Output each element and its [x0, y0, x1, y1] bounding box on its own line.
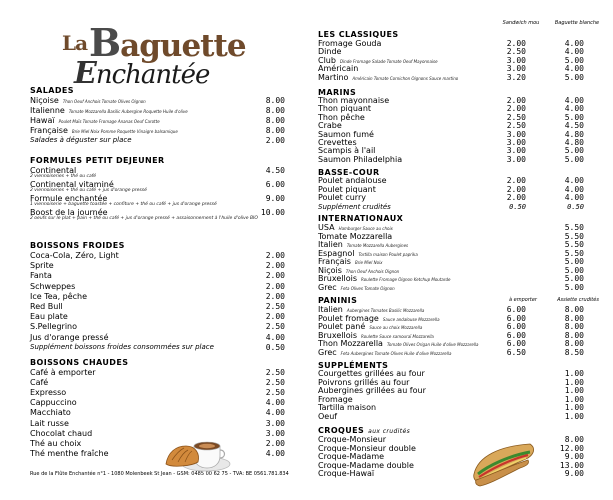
- item-price-sandwich: 6.00: [506, 330, 526, 340]
- extra-price-baguette: 0.50: [567, 202, 584, 211]
- item-price: 5.50: [564, 223, 584, 232]
- item-price: 4.00: [265, 398, 285, 408]
- item-name: [30, 271, 52, 280]
- item-name-text: Croque-Hawaï: [318, 469, 375, 479]
- item-name: [318, 155, 402, 164]
- menu-item-row: [30, 312, 285, 321]
- item-note: 2 viennoiseries + thé ou café: [30, 174, 97, 179]
- menu-item-row: [30, 251, 285, 260]
- item-price: 8.00: [564, 435, 584, 444]
- item-note: 2 viennoiseries + thé ou café + jus d'orange pressé: [30, 188, 147, 193]
- item-name: [30, 106, 188, 116]
- item-name: [30, 368, 96, 377]
- menu-item-row: [30, 322, 285, 331]
- item-description: Sauce andalouse Mozzarella: [382, 316, 440, 322]
- item-name-text: Café: [30, 378, 49, 388]
- section-title-supplements: SUPPLÉMENTS: [318, 361, 389, 370]
- item-name-text: Formule enchantée: [30, 194, 108, 203]
- menu-item-row: [30, 271, 285, 280]
- menu-item-row: [30, 261, 285, 270]
- item-description: Brie Miel Noix: [354, 260, 383, 265]
- item-price-sandwich: 2.00: [506, 104, 526, 114]
- item-name-text: Sprite: [30, 261, 54, 271]
- item-name-text: Cappuccino: [30, 398, 77, 408]
- item-name-text: Poulet andalouse: [318, 176, 387, 185]
- section-title-paninis: PANINIS: [318, 296, 358, 305]
- menu-item-row: [30, 282, 285, 291]
- item-price-baguette: 8.00: [564, 313, 584, 323]
- item-name-text: Saumon fumé: [318, 129, 374, 139]
- item-price-sandwich: 6.00: [506, 322, 526, 332]
- item-name: [30, 302, 63, 311]
- item-price-baguette: 5.00: [564, 154, 584, 164]
- extra-name: Supplément crudités: [318, 202, 391, 211]
- item-name-text: Espagnol: [318, 248, 355, 258]
- item-price: 6.00: [265, 180, 285, 189]
- item-name: [318, 412, 337, 421]
- item-price: 1.00: [564, 412, 584, 421]
- item-price: 1.00: [564, 403, 584, 413]
- item-price-sandwich: 3.00: [506, 55, 526, 65]
- menu-item-row: [318, 283, 598, 292]
- item-name-text: Grec: [318, 282, 337, 292]
- item-description: Brie Miel Noix Pomme Roquette Vinaigre balsamique: [71, 129, 178, 134]
- item-name: [318, 73, 458, 83]
- item-name-text: Grec: [318, 348, 337, 357]
- section-title-formules: FORMULES PETIT DEJEUNER: [30, 156, 165, 165]
- item-name-text: Poulet pané: [318, 322, 366, 332]
- item-name: [30, 322, 77, 331]
- item-price: 10.00: [260, 208, 285, 217]
- item-description: Tomate Mozzarella Basilic Aubergine Roquette Huile d'olive: [68, 109, 188, 114]
- extra-name: Supplément boissons froides consommées sur place: [30, 342, 214, 351]
- extra-price: 0.50: [265, 342, 285, 352]
- item-name-text: Fromage: [318, 394, 353, 404]
- item-price-sandwich: 2.00: [506, 193, 526, 203]
- item-name-text: Aubergines grillées au four: [318, 386, 426, 396]
- item-price-sandwich: 3.00: [506, 64, 526, 74]
- item-name: [30, 312, 68, 321]
- item-name: [30, 292, 87, 301]
- item-price-baguette: 8.00: [564, 339, 584, 349]
- item-price-baguette: 4.00: [564, 193, 584, 203]
- item-name-text: Niçoise: [30, 96, 59, 105]
- item-price-baguette: 4.00: [564, 176, 584, 185]
- item-price: 9.00: [265, 194, 285, 203]
- item-name-text: Croque-Madame double: [318, 460, 414, 470]
- item-price-sandwich: 2.50: [506, 121, 526, 131]
- item-description: Thon Oeuf Anchois Oignon: [345, 268, 400, 274]
- item-description: Tomate Olives Origan Huile d'olive Mozzarella: [386, 342, 479, 348]
- item-price: 9.00: [564, 452, 584, 462]
- item-name: [30, 126, 178, 136]
- item-description: Américain Tomate Cornichon Oignons Sauce martino: [352, 75, 459, 81]
- menu-item-row: [318, 412, 598, 421]
- item-name-text: Oeuf: [318, 412, 338, 421]
- item-price: 2.00: [265, 281, 285, 291]
- item-price-baguette: 4.50: [564, 121, 584, 131]
- item-price-sandwich: 6.00: [506, 339, 526, 349]
- item-name-text: Italien: [318, 305, 343, 314]
- item-name-text: Croque-Monsieur: [318, 435, 387, 444]
- item-price: 4.00: [265, 332, 285, 342]
- item-name-text: Scampis à l'ail: [318, 146, 376, 156]
- menu-extra-row: [30, 136, 285, 145]
- menu-item-row: [30, 106, 285, 115]
- item-price-baguette: 5.00: [564, 72, 584, 82]
- item-description: Feta Aubergines Tomate Olives Huile d'olive Mozzarella: [340, 351, 452, 356]
- item-price-baguette: 8.50: [564, 348, 584, 357]
- item-name-text: Saumon Philadelphia: [318, 154, 403, 164]
- item-price: 4.50: [265, 166, 285, 175]
- item-price-sandwich: 2.00: [506, 96, 526, 105]
- menu-item-row: [30, 398, 285, 407]
- item-price-baguette: 4.00: [564, 47, 584, 57]
- item-name: [30, 116, 160, 126]
- menu-item-row: [30, 388, 285, 397]
- menu-item-row: [30, 302, 285, 311]
- item-name-text: Tartilla maison: [318, 403, 377, 413]
- item-name-text: Français: [318, 257, 351, 266]
- menu-item-row: [30, 408, 285, 417]
- item-price: 2.50: [265, 322, 285, 332]
- item-price-sandwich: 3.20: [506, 72, 526, 82]
- item-name-text: Italienne: [30, 106, 65, 115]
- item-note: 2 oeufs sur le plat + pain + thé ou café + jus d'orange pressé + assaisonnement à l'huile d'olive BIO: [30, 216, 258, 221]
- item-price: 4.00: [265, 448, 285, 458]
- item-description: Poulet Maïs Tomate Fromage Ananas Oeuf Carotte: [58, 119, 160, 124]
- item-price: 2.50: [265, 388, 285, 398]
- menu-item-row: [30, 368, 285, 377]
- item-price: 1.00: [564, 369, 584, 378]
- item-description: Tortilla maison Poulet paprika: [358, 251, 418, 257]
- item-name: [30, 282, 75, 291]
- item-price: 1.00: [564, 394, 584, 404]
- item-name-text: Poivrons grillés au four: [318, 377, 410, 387]
- item-name-text: Ice Tea, pêche: [30, 291, 88, 301]
- item-description: Roulette Fromage Oignon Ketchup Moutarde: [361, 277, 451, 282]
- item-name-text: Poulet fromage: [318, 313, 379, 323]
- item-price: 2.00: [265, 261, 285, 271]
- item-name-text: Hawaï: [30, 116, 55, 125]
- item-price: 2.50: [265, 378, 285, 388]
- item-name: [318, 193, 366, 202]
- item-name-text: Tomate Mozzarella: [318, 231, 393, 241]
- menu-item-row: [30, 292, 285, 301]
- item-description: Aubergines Tomates Basilic Mozzarella: [346, 308, 425, 313]
- item-price-sandwich: 6.50: [506, 348, 526, 357]
- item-description: Feta Olives Tomate Oignon: [340, 285, 395, 291]
- section-title-boissons-froides: BOISSONS FROIDES: [30, 241, 125, 250]
- item-price: 2.00: [265, 271, 285, 281]
- item-price: 12.00: [559, 443, 584, 453]
- header-assiette-crudites: Assiette crudités: [557, 297, 599, 303]
- item-price: 5.50: [564, 231, 584, 241]
- logo-line-2: Enchantée: [74, 56, 210, 91]
- item-name-text: Martino: [318, 72, 349, 82]
- item-price: 5.00: [564, 282, 584, 292]
- item-name-text: Fromage Gouda: [318, 39, 382, 48]
- item-name-text: Crabe: [318, 121, 342, 131]
- item-name-text: Bruxellois: [318, 274, 357, 283]
- item-price-baguette: 4.00: [564, 184, 584, 194]
- extra-price-sandwich: 0.50: [509, 202, 526, 211]
- menu-item-row: [30, 419, 285, 428]
- item-price: 2.50: [265, 302, 285, 311]
- item-name-text: Expresso: [30, 388, 67, 398]
- item-name: [30, 419, 69, 428]
- item-name: [30, 429, 92, 438]
- menu-item-row: [30, 126, 285, 135]
- item-price-sandwich: 3.00: [506, 138, 526, 147]
- extra-price: 2.00: [265, 136, 285, 145]
- header-a-emporter: à emporter: [509, 297, 537, 303]
- item-price: 9.00: [564, 469, 584, 479]
- item-name-text: Continental vitaminé: [30, 180, 114, 189]
- item-price-sandwich: 2.50: [506, 112, 526, 122]
- item-price: 8.00: [265, 126, 285, 135]
- item-price: 5.50: [564, 248, 584, 258]
- item-price-baguette: 4.00: [564, 104, 584, 114]
- item-name-text: Thon piquant: [318, 104, 372, 114]
- item-price-baguette: 5.00: [564, 112, 584, 122]
- right-column: [318, 0, 598, 500]
- item-price-baguette: 5.00: [564, 55, 584, 65]
- item-name-text: Macchiato: [30, 408, 71, 418]
- item-price: 8.00: [265, 116, 285, 125]
- item-price-sandwich: 6.00: [506, 305, 526, 314]
- coffee-croissant-illustration: [160, 420, 232, 480]
- item-name: [318, 469, 374, 478]
- item-name-text: Française: [30, 126, 68, 135]
- menu-item-row: [318, 348, 598, 357]
- section-title-internationaux: INTERNATIONAUX: [318, 214, 404, 223]
- item-name: [30, 388, 66, 397]
- item-name-text: Crevettes: [318, 138, 357, 147]
- item-name-text: Thon mayonnaise: [318, 96, 390, 105]
- item-note: 1 viennoiserie + baguette toastée + confiture + thé ou café + jus d'orange pressé: [30, 202, 217, 207]
- item-price-sandwich: 2.50: [506, 47, 526, 57]
- item-price: 5.50: [564, 240, 584, 249]
- item-price: 2.00: [265, 438, 285, 448]
- item-name-text: Niçois: [318, 265, 342, 275]
- item-name-text: Italien: [318, 240, 343, 249]
- item-name: [30, 333, 109, 342]
- item-description: Thon Oeuf Anchois Tomate Olives Oignon: [62, 99, 146, 104]
- item-name-text: Eau plate: [30, 312, 68, 322]
- item-name: [30, 449, 109, 458]
- item-price: 5.00: [564, 265, 584, 275]
- section-title-boissons-chaudes: BOISSONS CHAUDES: [30, 358, 129, 367]
- menu-extra-row: [30, 343, 285, 352]
- item-name: [30, 261, 54, 270]
- section-title-marins: MARINS: [318, 88, 357, 97]
- item-name-text: Dinde: [318, 47, 342, 57]
- item-price-sandwich: 3.00: [506, 154, 526, 164]
- item-description: Dinde Fromage Salade Tomate Oeuf Mayonnaise: [339, 58, 438, 64]
- item-price: 3.00: [265, 428, 285, 438]
- item-name-text: Croque-Monsieur double: [318, 443, 416, 453]
- item-price-baguette: 5.00: [564, 146, 584, 156]
- item-description: Tomate Mozzarella Aubergines: [346, 243, 409, 248]
- item-name-text: Chocolat chaud: [30, 428, 93, 438]
- item-name-text: Café à emporter: [30, 368, 96, 377]
- section-title-classiques: LES CLASSIQUES: [318, 30, 399, 39]
- section-title-salades: SALADES: [30, 86, 74, 95]
- item-price: 2.00: [265, 312, 285, 322]
- item-name-text: Fanta: [30, 271, 52, 281]
- item-name: [30, 439, 81, 448]
- item-name-text: Continental: [30, 166, 77, 175]
- item-name-text: Coca-Cola, Zéro, Light: [30, 251, 119, 260]
- item-price-sandwich: 6.00: [506, 313, 526, 323]
- item-name-text: S.Pellegrino: [30, 322, 78, 332]
- item-name-text: Bruxellois: [318, 330, 357, 340]
- menu-item-row: [30, 116, 285, 125]
- menu-item-row: [30, 333, 285, 342]
- section-title-croques: CROQUES aux crudités: [318, 426, 411, 435]
- item-name-text: Thon pêche: [318, 112, 365, 122]
- item-name-text: Poulet piquant: [318, 184, 376, 194]
- item-name: [30, 408, 71, 417]
- item-name: [30, 378, 48, 387]
- item-price: 4.00: [265, 408, 285, 418]
- item-name: [318, 348, 451, 358]
- footer-address: Rue de la Flûte Enchantée n°1 - 1080 Molenbeek St Jean - GSM: 0485 00 62 75 - TVA: BE 0561.781.834: [30, 471, 289, 477]
- item-price-baguette: 4.00: [564, 96, 584, 105]
- item-price: 8.00: [265, 96, 285, 105]
- item-name: [30, 251, 119, 260]
- item-price-sandwich: 3.00: [506, 129, 526, 139]
- menu-item-row: [30, 378, 285, 387]
- item-description: Hamburger Sauce au choix: [338, 226, 393, 231]
- logo-line-1: LaBaguette: [62, 20, 246, 65]
- menu-item-row: [30, 439, 285, 448]
- item-name-text: Américain: [318, 64, 359, 74]
- item-name-text: Croque-Madame: [318, 452, 385, 462]
- item-name-text: Poulet curry: [318, 193, 366, 203]
- item-name: [30, 96, 146, 106]
- item-description: Sauce au choix Mozzarella: [369, 325, 423, 331]
- item-price: 5.00: [564, 257, 584, 266]
- menu-item-row: [318, 469, 598, 478]
- item-price-baguette: 8.00: [564, 322, 584, 332]
- item-price-sandwich: 3.00: [506, 146, 526, 156]
- item-price: 1.00: [564, 377, 584, 387]
- item-name-text: Jus d'orange pressé: [30, 332, 109, 342]
- menu-item-row: [318, 155, 598, 164]
- item-price: 1.00: [564, 386, 584, 396]
- item-price-baguette: 8.00: [564, 330, 584, 340]
- menu-item-row: [318, 73, 598, 82]
- section-title-basse-cour: BASSE-COUR: [318, 168, 380, 177]
- item-name-text: Lait russe: [30, 418, 69, 428]
- header-sandwich: Sandwich mou: [502, 20, 540, 26]
- item-price-baguette: 4.80: [564, 129, 584, 139]
- extra-name: Salades à déguster sur place: [30, 136, 132, 144]
- item-name-text: Thon Mozzarella: [318, 339, 383, 349]
- item-price: 8.00: [265, 106, 285, 115]
- item-price: 5.00: [564, 274, 584, 283]
- item-name-text: Schweppes: [30, 281, 76, 291]
- item-name: [318, 283, 395, 293]
- item-price: 13.00: [559, 460, 584, 470]
- item-price: 2.00: [265, 291, 285, 301]
- item-price: 2.00: [265, 251, 285, 260]
- item-name-text: Thé au choix: [30, 438, 82, 448]
- item-name-text: Red Bull: [30, 302, 63, 311]
- item-price: 2.50: [265, 368, 285, 377]
- sandwich-illustration: [470, 438, 540, 488]
- item-price-sandwich: 2.00: [506, 184, 526, 194]
- item-name-text: Boost de la journée: [30, 208, 108, 217]
- item-name: [30, 398, 77, 407]
- item-price-baguette: 4.80: [564, 138, 584, 147]
- menu-item-row: [318, 193, 598, 202]
- item-name-text: Thé menthe fraîche: [30, 448, 109, 458]
- item-price-baguette: 4.00: [564, 39, 584, 48]
- item-price-sandwich: 2.00: [506, 39, 526, 48]
- menu-item-row: [30, 96, 285, 105]
- item-description: Roulette Sauce samouraï Mozzarella: [361, 333, 434, 339]
- item-name-text: USA: [318, 223, 335, 232]
- item-name-text: Courgettes grillées au four: [318, 369, 425, 378]
- item-price-baguette: 4.00: [564, 64, 584, 74]
- menu-item-row: [30, 429, 285, 438]
- item-name-text: Club: [318, 55, 336, 65]
- menu-item-row: [30, 449, 285, 458]
- header-baguette: Baguette blanche: [554, 20, 600, 26]
- item-price-baguette: 8.00: [564, 305, 584, 314]
- menu-extra-row: [318, 203, 598, 212]
- item-price: 3.00: [265, 418, 285, 428]
- item-price-sandwich: 2.00: [506, 176, 526, 185]
